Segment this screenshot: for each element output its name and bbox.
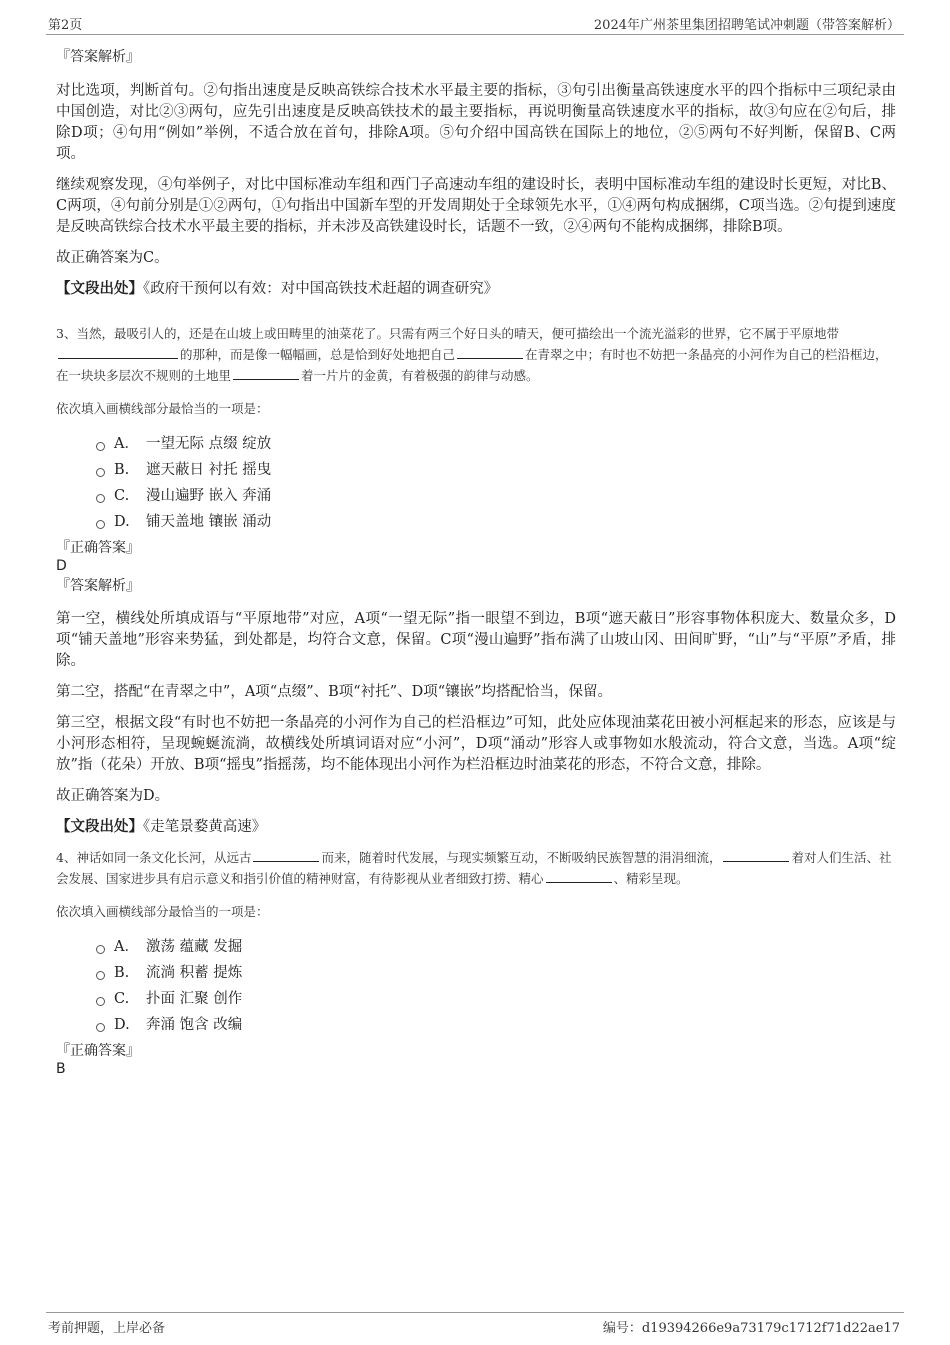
radio-icon[interactable] [96,468,105,477]
q3-option-c[interactable]: C. 漫山遍野 嵌入 奔涌 [96,483,896,509]
q3-source-text: 《走笔景婺黄高速》 [143,819,267,835]
q4-option-a[interactable]: A． 激荡 蕴藏 发掘 [96,934,896,960]
q2-analysis-label: 『答案解析』 [56,49,140,65]
radio-icon[interactable] [96,1023,105,1032]
q2-source [56,279,896,299]
page-header [46,14,904,35]
q2-source-label: 【文段出处】 [56,280,143,297]
q3-blank-2 [457,346,523,359]
q3-analysis-p1: 第一空，横线处所填成语与“平原地带”对应，A项“一望无际”指一眼望不到边，B项“遮天蔽日”形容事物体积庞大、数量众多，D项“铺天盖地”形容来势猛，到处都是，均符合文意，保留。C项“漫山遍野”指布满了山坡山冈、田间旷野，“山”与“平原”矛盾，排除。 [56,611,896,669]
radio-icon[interactable] [96,945,105,954]
q3-stem: 3、当然，最吸引人的，还是在山坡上或田畴里的油菜花了。只需有两三个好日头的晴天，便可描绘出一个流光溢彩的世界，它不属于平原地带的那种，而是像一幅幅画，总是恰到好处地把自己 在青翠之中；有时也不妨把一条晶亮的小河作为自己的栏沿框边，在一块块多层次不规则的土地里 着一片片的金黄，有着极强的韵律与动感。 [56,326,888,383]
q3-option-a[interactable]: A． 一望无际 点缀 绽放 [96,431,896,457]
q3-prompt: 依次填入画横线部分最恰当的一项是： [56,401,269,416]
q2-conclusion: 故正确答案为C。 [56,250,169,266]
page-number: 第2页 [48,18,83,33]
radio-icon[interactable] [96,442,105,451]
q2-analysis-p2: 继续观察发现，④句举例子，对比中国标准动车组和西门子高速动车组的建设时长，表明中国标准动车组的建设时长更短，对比B、C两项，④句前分别是①②两句，①句指出中国新车型的开发周期处于全球领先水平，①④两句构成捆绑，C项当选。②句提到速度是反映高铁综合技术水平最主要的指标，并未涉及高铁建设时长，话题不一致，②④两句不能构成捆绑，排除B项。 [56,177,896,235]
q2-analysis-p1: 对比选项，判断首句。②句指出速度是反映高铁综合技术水平最主要的指标，③句引出衡量高铁速度水平的四个指标中三项纪录由中国创造，对比②③两句，应先引出速度是反映高铁技术的最主要指标，再说明衡量高铁速度水平的指标，故③句应在②句后，排除D项；④句用“例如”举例，不适合放在首句，排除A项。⑤句介绍中国高铁在国际上的地位，②⑤两句不好判断，保留B、C两项。 [56,83,896,162]
q3-analysis-p2: 第二空，搭配“在青翠之中”，A项“点缀”、B项“衬托”、D项“镶嵌”均搭配恰当，保留。 [56,684,613,700]
q4-stem: 4、神话如同一条文化长河，从远古 而来，随着时代发展，与现实频繁互动，不断吸纳民族智慧的涓涓细流， 着对人们生活、社会发展、国家进步具有启示意义和指引价值的精神财富，有待影视从业者细致打捞、精心 、精彩呈现。 [56,850,892,886]
radio-icon[interactable] [96,494,105,503]
q3-blank-3 [233,367,299,380]
q4-blank-3 [546,870,612,883]
q3-options [96,431,896,535]
radio-icon[interactable] [96,971,105,980]
q4-answer-label: 『正确答案』 [56,1043,140,1059]
q3-option-b[interactable]: B. 遮天蔽日 衬托 摇曳 [96,457,896,483]
q3-option-d[interactable]: D. 铺天盖地 镶嵌 涌动 [96,509,896,535]
q3-analysis-label: 『答案解析』 [56,578,140,594]
q3-source [56,817,896,837]
q4-blank-1 [253,849,319,862]
q4-options [96,934,896,1038]
q3-answer: D [56,558,67,574]
q3-conclusion: 故正确答案为D。 [56,788,170,804]
q3-source-label: 【文段出处】 [56,818,143,835]
q4-option-b[interactable]: B. 流淌 积蓄 提炼 [96,960,896,986]
footer-slogan: 考前押题，上岸必备 [48,1321,166,1336]
radio-icon[interactable] [96,997,105,1006]
q3-analysis-p3: 第三空，根据文段“有时也不妨把一条晶亮的小河作为自己的栏沿框边”可知，此处应体现油菜花田被小河框起来的形态，应该是与小河形态相符，呈现蜿蜒流淌，故横线处所填词语对应“小河”，D项“涌动”形容人或事物如水般流动，符合文意，当选。A项“绽放”指（花朵）开放、B项“摇曳”指摇荡，均不能体现出小河作为栏沿框边时油菜花的形态，不符合文意，排除。 [56,715,896,773]
q3-answer-label: 『正确答案』 [56,540,140,556]
q4-option-c[interactable]: C. 扑面 汇聚 创作 [96,986,896,1012]
q3-blank-1 [58,346,178,359]
radio-icon[interactable] [96,520,105,529]
q4-blank-2 [723,849,789,862]
q4-option-d[interactable]: D. 奔涌 饱含 改编 [96,1012,896,1038]
page-content [56,48,896,1078]
q4-answer: B [56,1061,66,1077]
footer-serial: 编号：d19394266e9a73179c1712f71d22ae17 [602,1321,900,1336]
q4-prompt: 依次填入画横线部分最恰当的一项是： [56,904,269,919]
document-title: 2024年广州茶里集团招聘笔试冲刺题（带答案解析） [593,18,900,33]
page-footer [46,1312,904,1335]
q2-source-text: 《政府干预何以有效：对中国高铁技术赶超的调查研究》 [143,281,499,297]
